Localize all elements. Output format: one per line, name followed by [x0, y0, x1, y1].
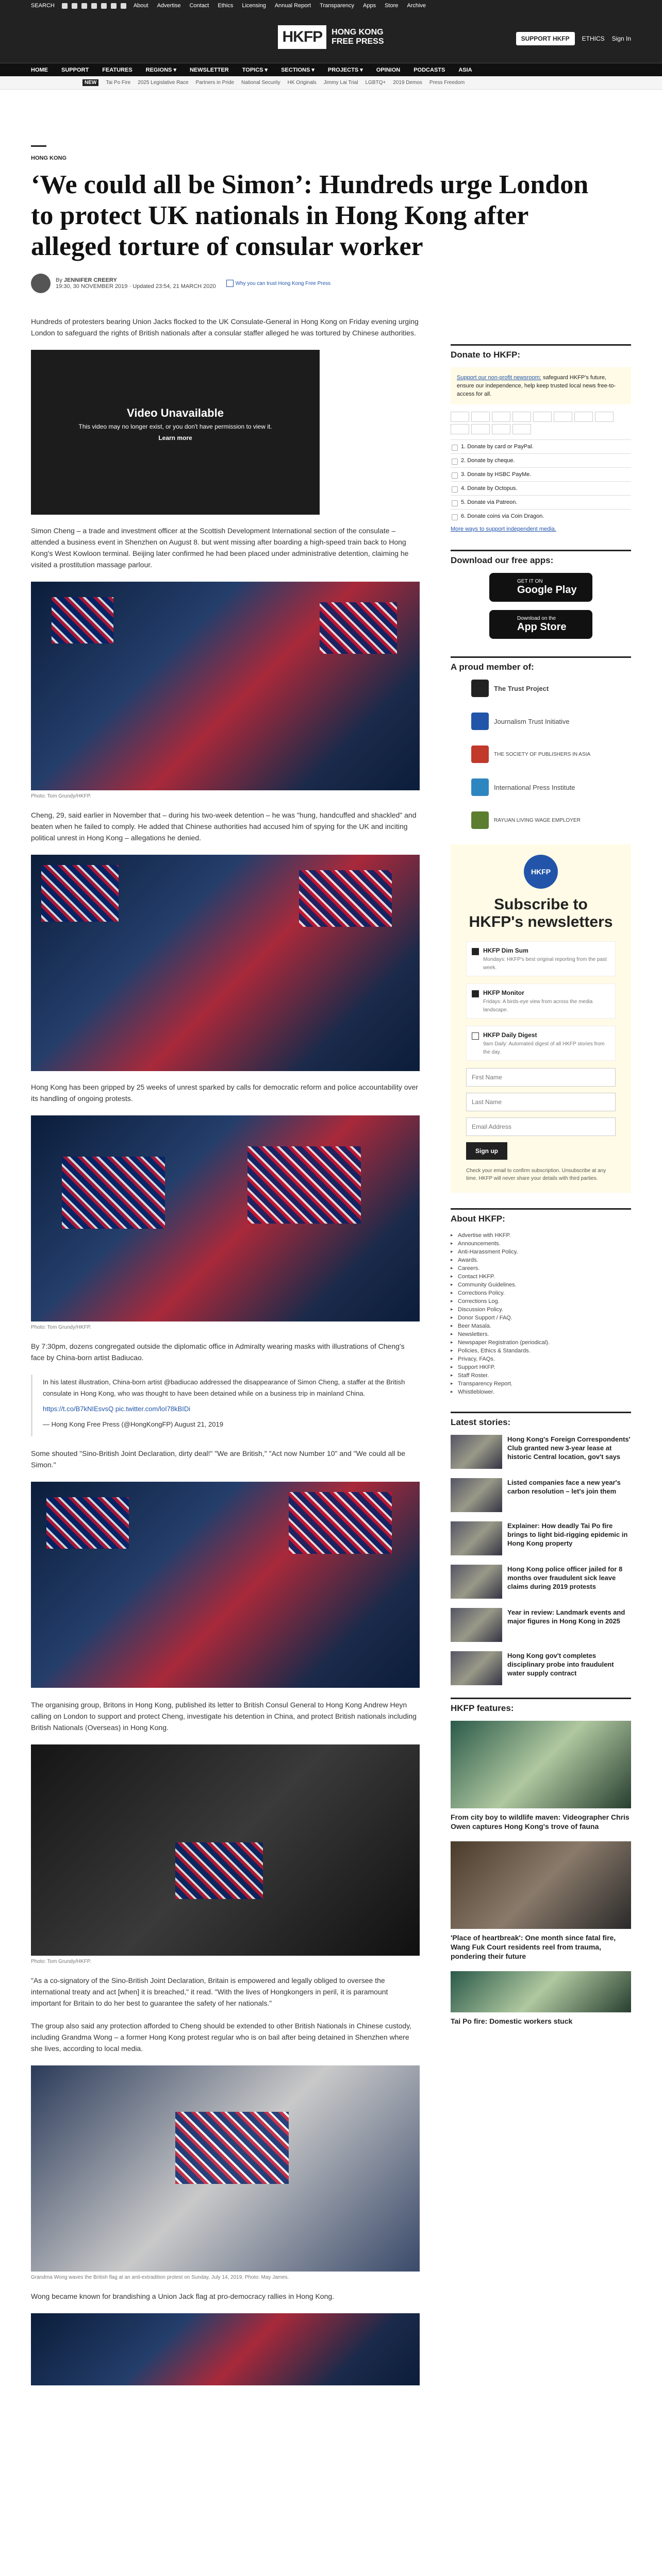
about-link[interactable]: ▸ Newsletters.: [451, 1330, 631, 1338]
option-name: HKFP Monitor: [483, 989, 524, 996]
trending-link[interactable]: 2019 Demos: [393, 80, 422, 86]
app-big-label: App Store: [517, 621, 567, 633]
photo-caption: Photo: Tom Grundy/HKFP.: [31, 1959, 91, 1964]
union-jack: [175, 2112, 289, 2184]
about-link[interactable]: ▸ Transparency Report.: [451, 1380, 631, 1388]
instagram-icon[interactable]: [72, 3, 77, 9]
nav-features[interactable]: FEATURES: [102, 66, 133, 73]
top-link[interactable]: Contact: [189, 3, 209, 9]
feature-title: 'Place of heartbreak': One month since fatal fire, Wang Fuk Court residents reel from trauma, pondering their future: [451, 1934, 616, 1960]
feature-title: From city boy to wildlife maven: Videographer Chris Owen captures Hong Kong's trove of fauna: [451, 1813, 630, 1831]
about-link[interactable]: ▸ Support HKFP.: [451, 1363, 631, 1371]
paragraph: "As a co-signatory of the Sino-British Joint Declaration, Britain is empowered and legally obliged to oversee the international treaty and act [when] it is breached," it read. "With the lives of Hongkongers in peril, it is paramount important for Britain to do her best to guarantee the safety of her nationals.": [31, 1976, 388, 2007]
video-embed[interactable]: [31, 350, 320, 515]
trending-link[interactable]: Partners in Pride: [195, 80, 235, 86]
top-link[interactable]: Licensing: [242, 3, 266, 9]
support-button[interactable]: SUPPORT HKFP: [516, 32, 575, 45]
nav-asia[interactable]: ASIA: [458, 66, 472, 73]
payment-icon: [574, 412, 593, 422]
last-name-field[interactable]: [466, 1093, 616, 1111]
latest-story[interactable]: [451, 1565, 631, 1599]
member-logo[interactable]: [451, 680, 631, 697]
union-jack: [247, 1146, 361, 1224]
about-link[interactable]: ▸ Careers.: [451, 1264, 631, 1273]
byline: [31, 274, 631, 293]
tweet-text: In his latest illustration, China-born artist @badiucao addressed the disappearance of Simon Cheng, a staffer at the British consulate in Hong Kong, who was thought to have been detained while on a business trip in mainland China.: [43, 1378, 405, 1397]
about-link[interactable]: ▸ Newspaper Registration (periodical).: [451, 1338, 631, 1347]
feature-image: [451, 1721, 631, 1808]
paragraph: The organising group, Britons in Hong Kong, published its letter to British Consul General to Hong Kong Andrew Heyn calling on London to support and protect Cheng, investigate his detention in China, and protect British nationals including British Nationals (Overseas) in Hong Kong.: [31, 1701, 417, 1732]
trending-link[interactable]: National Security: [241, 80, 280, 86]
checkbox-checked[interactable]: [472, 990, 479, 997]
union-jack: [175, 1842, 263, 1899]
about-link[interactable]: ▸ Corrections Log.: [451, 1297, 631, 1306]
option-desc: Fridays: A birds-eye view from across the media landscape.: [483, 999, 593, 1013]
top-link[interactable]: Apps: [363, 3, 376, 9]
apps-heading: Download our free apps:: [451, 550, 631, 566]
nav-newsletter[interactable]: NEWSLETTER: [189, 66, 229, 73]
rss-icon[interactable]: [121, 3, 126, 9]
search-link[interactable]: SEARCH: [31, 3, 55, 9]
logo-mark: HKFP: [278, 25, 326, 49]
union-jack: [41, 865, 119, 922]
living-wage-icon: [471, 811, 489, 829]
donate-option[interactable]: 2. Donate by cheque.: [451, 453, 631, 467]
site-header: [0, 11, 662, 63]
nav-podcasts[interactable]: PODCASTS: [413, 66, 445, 73]
payment-icon: [512, 424, 531, 434]
app-store-button[interactable]: [489, 610, 592, 639]
top-link[interactable]: Store: [385, 3, 399, 9]
payment-icon: [451, 424, 469, 434]
about-link[interactable]: ▸ Staff Roster.: [451, 1371, 631, 1380]
trust-label: Why you can trust Hong Kong Free Press: [235, 280, 331, 286]
story-thumbnail: [451, 1478, 502, 1512]
social-icons: [62, 3, 126, 9]
photo-caption: Photo: Tom Grundy/HKFP.: [31, 793, 91, 799]
video-message: This video may no longer exist, or you don't have permission to view it.: [78, 423, 272, 430]
story-title: Hong Kong's Foreign Correspondents' Club granted new 3-year lease at historic Central location, gov't says: [507, 1435, 631, 1461]
paragraph: Hong Kong has been gripped by 25 weeks of unrest sparked by calls for democratic reform and police accountability over its handling of ongoing protests.: [31, 1083, 418, 1103]
app-small-label: Download on the: [517, 616, 556, 621]
top-link[interactable]: Ethics: [218, 3, 234, 9]
first-name-field[interactable]: [466, 1068, 616, 1087]
newsletter-option[interactable]: [466, 984, 616, 1019]
option-desc: Mondays: HKFP's best original reporting from the past week.: [483, 957, 607, 971]
payment-icon: [471, 412, 490, 422]
member-name: International Press Institute: [494, 783, 575, 791]
protest-photo: [31, 2313, 420, 2385]
trending-link[interactable]: HK Originals: [287, 80, 317, 86]
paragraph: Hundreds of protesters bearing Union Jacks flocked to the UK Consulate-General in Hong Kong on Friday evening urging London to safeguard the rights of British nationals after a consular staffer alleged he was tortured by Chinese authorities.: [31, 317, 419, 337]
paragraph: By 7:30pm, dozens congregated outside the diplomatic office in Admiralty wearing masks with illustrations of Cheng's face by China-born artist Badiucao.: [31, 1342, 405, 1362]
article-header: [0, 145, 662, 293]
member-logo[interactable]: [451, 713, 631, 730]
member-logo[interactable]: [451, 811, 631, 829]
about-link[interactable]: ▸ Corrections Policy.: [451, 1289, 631, 1297]
union-jack: [52, 597, 113, 643]
signup-button[interactable]: Sign up: [466, 1142, 507, 1160]
donate-option[interactable]: 1. Donate by card or PayPal.: [451, 439, 631, 453]
main-nav: [0, 63, 662, 76]
protest-photo: [31, 1744, 420, 1956]
about-link[interactable]: ▸ Beer Masala.: [451, 1322, 631, 1330]
sidebar: [451, 344, 631, 2385]
option-name: HKFP Daily Digest: [483, 1031, 537, 1039]
feature-story[interactable]: [451, 1841, 631, 1961]
trust-link[interactable]: [226, 280, 331, 287]
union-jack: [299, 870, 392, 927]
member-name: Journalism Trust Initiative: [494, 717, 570, 725]
more-ways-link[interactable]: More ways to support independent media.: [451, 526, 556, 532]
latest-story[interactable]: [451, 1521, 631, 1555]
member-heading: A proud member of:: [451, 656, 631, 672]
donate-option[interactable]: 5. Donate via Patreon.: [451, 495, 631, 509]
about-link[interactable]: ▸ Community Guidelines.: [451, 1281, 631, 1289]
logo-line: HONG KONG: [332, 28, 384, 37]
ethics-link[interactable]: ETHICS: [582, 35, 605, 42]
tweet-signature: — Hong Kong Free Press (@HongKongFP) August 21, 2019: [43, 1420, 223, 1428]
payment-icon: [471, 424, 490, 434]
payment-icon: [492, 424, 510, 434]
payment-icon: [451, 412, 469, 422]
author-avatar: [31, 274, 51, 293]
payment-icon: [492, 412, 510, 422]
top-links: [134, 3, 426, 9]
story-thumbnail: [451, 1435, 502, 1469]
threads-icon[interactable]: [91, 3, 97, 9]
nav-topics[interactable]: TOPICS ▾: [242, 67, 268, 73]
payment-icon: [512, 412, 531, 422]
tweet-link[interactable]: https://t.co/B7kNIEsvsQ pic.twitter.com/loI78kBIDi: [43, 1405, 191, 1413]
about-link[interactable]: ▸ Advertise with HKFP.: [451, 1231, 631, 1240]
protest-photo: [31, 582, 420, 790]
trending-bar: [0, 76, 662, 90]
author-link[interactable]: JENNIFER CREERY: [63, 277, 117, 283]
union-jack: [289, 1492, 392, 1554]
paragraph: Simon Cheng – a trade and investment officer at the Scottish Development International section of the consulate – attended a business event in Shenzhen on August 8. but went missing after boarding a high-speed train back to Hong Kong's West Kowloon terminal. Beijing later confirmed he had been placed under administrative detention, claiming he visited a prostitution massage parlour.: [31, 527, 409, 569]
trending-link[interactable]: 2025 Legislative Race: [138, 80, 189, 86]
latest-story[interactable]: [451, 1651, 631, 1685]
photo-caption: Photo: Tom Grundy/HKFP.: [31, 1325, 91, 1330]
about-link[interactable]: ▸ Privacy, FAQs.: [451, 1355, 631, 1363]
member-name: THE SOCIETY OF PUBLISHERS IN ASIA: [494, 751, 591, 757]
latest-heading: Latest stories:: [451, 1412, 631, 1428]
newsletter-option[interactable]: [466, 1026, 616, 1061]
top-link[interactable]: Transparency: [320, 3, 354, 9]
donate-options: [451, 439, 631, 523]
member-name: RAYUAN LIVING WAGE EMPLOYER: [494, 817, 581, 823]
divider: [31, 145, 46, 147]
article-category[interactable]: HONG KONG: [31, 155, 67, 161]
nav-opinion[interactable]: OPINION: [376, 66, 401, 73]
top-bar: [0, 0, 662, 11]
top-link[interactable]: Annual Report: [274, 3, 311, 9]
mail-icon[interactable]: [111, 3, 117, 9]
site-logo[interactable]: [278, 25, 384, 49]
protest-photo: [31, 855, 420, 1071]
story-thumbnail: [451, 1565, 502, 1599]
about-link[interactable]: ▸ Policies, Ethics & Standards.: [451, 1347, 631, 1355]
paragraph: Wong became known for brandishing a Union Jack flag at pro-democracy rallies in Hong Kong.: [31, 2292, 335, 2300]
paragraph: Cheng, 29, said earlier in November that – during his two-week detention – he was "hung, handcuffed and shackled" and beaten when he failed to comply. He added that Chinese authorities had accused him of spying for the UK and inciting political unrest in Hong Kong – allegations he denied.: [31, 811, 417, 842]
nav-sections[interactable]: SECTIONS ▾: [281, 67, 315, 73]
about-link[interactable]: ▸ Announcements.: [451, 1240, 631, 1248]
grandma-wong-photo: [31, 2065, 420, 2272]
logo-text: [332, 28, 384, 46]
app-big-label: Google Play: [517, 584, 577, 596]
feature-image: [451, 1841, 631, 1929]
author-prefix: By: [56, 277, 62, 283]
google-play-button[interactable]: [489, 573, 592, 602]
feature-title: Tai Po fire: Domestic workers stuck: [451, 2017, 573, 2025]
payment-logos: [451, 412, 631, 434]
app-small-label: GET IT ON: [517, 579, 543, 584]
about-link[interactable]: ▸ Contact HKFP.: [451, 1273, 631, 1281]
article-dates: 19:30, 30 NOVEMBER 2019 · Updated 23:54, 21 MARCH 2020: [56, 283, 216, 290]
nav-projects[interactable]: PROJECTS ▾: [327, 67, 363, 73]
embedded-tweet: [31, 1375, 420, 1436]
donate-text: safeguard HKFP's future, ensure our independence, help keep trusted local news free-to-access for all.: [457, 375, 616, 397]
facebook-icon[interactable]: [81, 3, 87, 9]
video-title: Video Unavailable: [127, 406, 224, 419]
story-thumbnail: [451, 1651, 502, 1685]
checkbox[interactable]: [472, 1032, 479, 1040]
story-title: Hong Kong gov't completes disciplinary probe into fraudulent water supply contract: [507, 1652, 614, 1677]
latest-story[interactable]: [451, 1478, 631, 1512]
story-title: Hong Kong police officer jailed for 8 months over fraudulent sick leave claims during 2019 protests: [507, 1565, 623, 1590]
article-content: [31, 316, 420, 2385]
nav-regions[interactable]: REGIONS ▾: [145, 67, 176, 73]
story-thumbnail: [451, 1521, 502, 1555]
trending-link[interactable]: Press Freedom: [429, 80, 465, 86]
protest-photo: [31, 1482, 420, 1688]
option-desc: 9am Daily: Automated digest of all HKFP stories from the day.: [483, 1041, 605, 1055]
trending-link[interactable]: Tai Po Fire: [106, 80, 131, 86]
features-heading: HKFP features:: [451, 1698, 631, 1714]
about-list: [451, 1231, 631, 1396]
checkbox-checked[interactable]: [472, 948, 479, 955]
about-link[interactable]: ▸ Whistleblower.: [451, 1388, 631, 1396]
union-jack: [320, 602, 397, 654]
donate-box: [451, 367, 631, 404]
donate-heading: Donate to HKFP:: [451, 344, 631, 360]
member-logo[interactable]: [451, 745, 631, 763]
feature-story[interactable]: [451, 1721, 631, 1831]
trending-link[interactable]: LGBTQ+: [365, 80, 386, 86]
story-thumbnail: [451, 1608, 502, 1642]
payment-icon: [554, 412, 572, 422]
paragraph: Some shouted "Sino-British Joint Declaration, dirty deal!" "We are British," "Act now Number 10" and "We could all be Simon.": [31, 1449, 406, 1469]
youtube-icon[interactable]: [101, 3, 107, 9]
jti-icon: [471, 713, 489, 730]
protest-photo: [31, 1115, 420, 1321]
option-name: HKFP Dim Sum: [483, 947, 528, 954]
email-field[interactable]: [466, 1117, 616, 1136]
donate-link[interactable]: Support our non-profit newsroom:: [457, 375, 541, 381]
member-name: The Trust Project: [494, 684, 549, 692]
photo-caption: Grandma Wong waves the British flag at an anti-extradition protest on Sunday, July 14, 2019. Photo: May James.: [31, 2275, 289, 2280]
video-learn-more[interactable]: Learn more: [158, 434, 192, 442]
newsletter-option[interactable]: [466, 941, 616, 976]
top-link[interactable]: About: [133, 3, 148, 9]
donate-option[interactable]: 6. Donate coins via Coin Dragon.: [451, 509, 631, 523]
payment-icon: [533, 412, 552, 422]
donate-option[interactable]: 3. Donate by HSBC PayMe.: [451, 467, 631, 481]
header-actions: [516, 32, 631, 45]
about-link[interactable]: ▸ Discussion Policy.: [451, 1306, 631, 1314]
payment-icon: [595, 412, 614, 422]
feature-story[interactable]: [451, 1971, 631, 2026]
page-body: [0, 316, 662, 2385]
newsletter-box: [451, 844, 631, 1193]
latest-story[interactable]: [451, 1608, 631, 1642]
new-badge: NEW: [82, 79, 98, 86]
about-link[interactable]: ▸ Awards.: [451, 1256, 631, 1264]
latest-story[interactable]: [451, 1435, 631, 1469]
about-heading: About HKFP:: [451, 1208, 631, 1224]
donate-option[interactable]: 4. Donate by Octopus.: [451, 481, 631, 495]
twitter-icon[interactable]: [62, 3, 68, 9]
story-title: Year in review: Landmark events and major figures in Hong Kong in 2025: [507, 1608, 625, 1625]
trust-project-icon: [471, 680, 489, 697]
member-logo[interactable]: [451, 778, 631, 796]
trending-link[interactable]: Jimmy Lai Trial: [323, 80, 358, 86]
story-title: Explainer: How deadly Tai Po fire brings to light bid-rigging epidemic in Hong Kong property: [507, 1522, 628, 1547]
logo-line: FREE PRESS: [332, 37, 384, 46]
newsletter-title: Subscribe to HKFP's newsletters: [469, 896, 613, 930]
about-link[interactable]: ▸ Donor Support / FAQ.: [451, 1314, 631, 1322]
hkfp-badge: HKFP: [524, 855, 558, 889]
nav-home[interactable]: HOME: [31, 66, 48, 73]
top-link[interactable]: Archive: [407, 3, 426, 9]
check-icon: [226, 280, 234, 287]
story-title: Listed companies face a new year's carbon resolution – let's join them: [507, 1479, 621, 1495]
sopa-icon: [471, 745, 489, 763]
nav-support[interactable]: SUPPORT: [61, 66, 89, 73]
union-jack: [62, 1157, 165, 1229]
newsletter-fineprint: Check your email to confirm subscription. Unsubscribe at any time. HKFP will never share your details with third parties.: [466, 1168, 606, 1181]
article-title: ‘We could all be Simon’: Hundreds urge London to protect UK nationals in Hong Kong after alleged torture of consular worker: [31, 170, 589, 261]
paragraph: The group also said any protection afforded to Cheng should be extended to other British Nationals in Chinese custody, including Grandma Wong – a former Hong Kong protest regular who is on bail after being detained in Shenzhen where she lives, according to local media.: [31, 2022, 412, 2053]
top-link[interactable]: Advertise: [157, 3, 181, 9]
ipi-icon: [471, 778, 489, 796]
feature-image: [451, 1971, 631, 2012]
union-jack: [46, 1497, 129, 1549]
signin-link[interactable]: Sign In: [611, 35, 631, 42]
about-link[interactable]: ▸ Anti-Harassment Policy.: [451, 1248, 631, 1256]
